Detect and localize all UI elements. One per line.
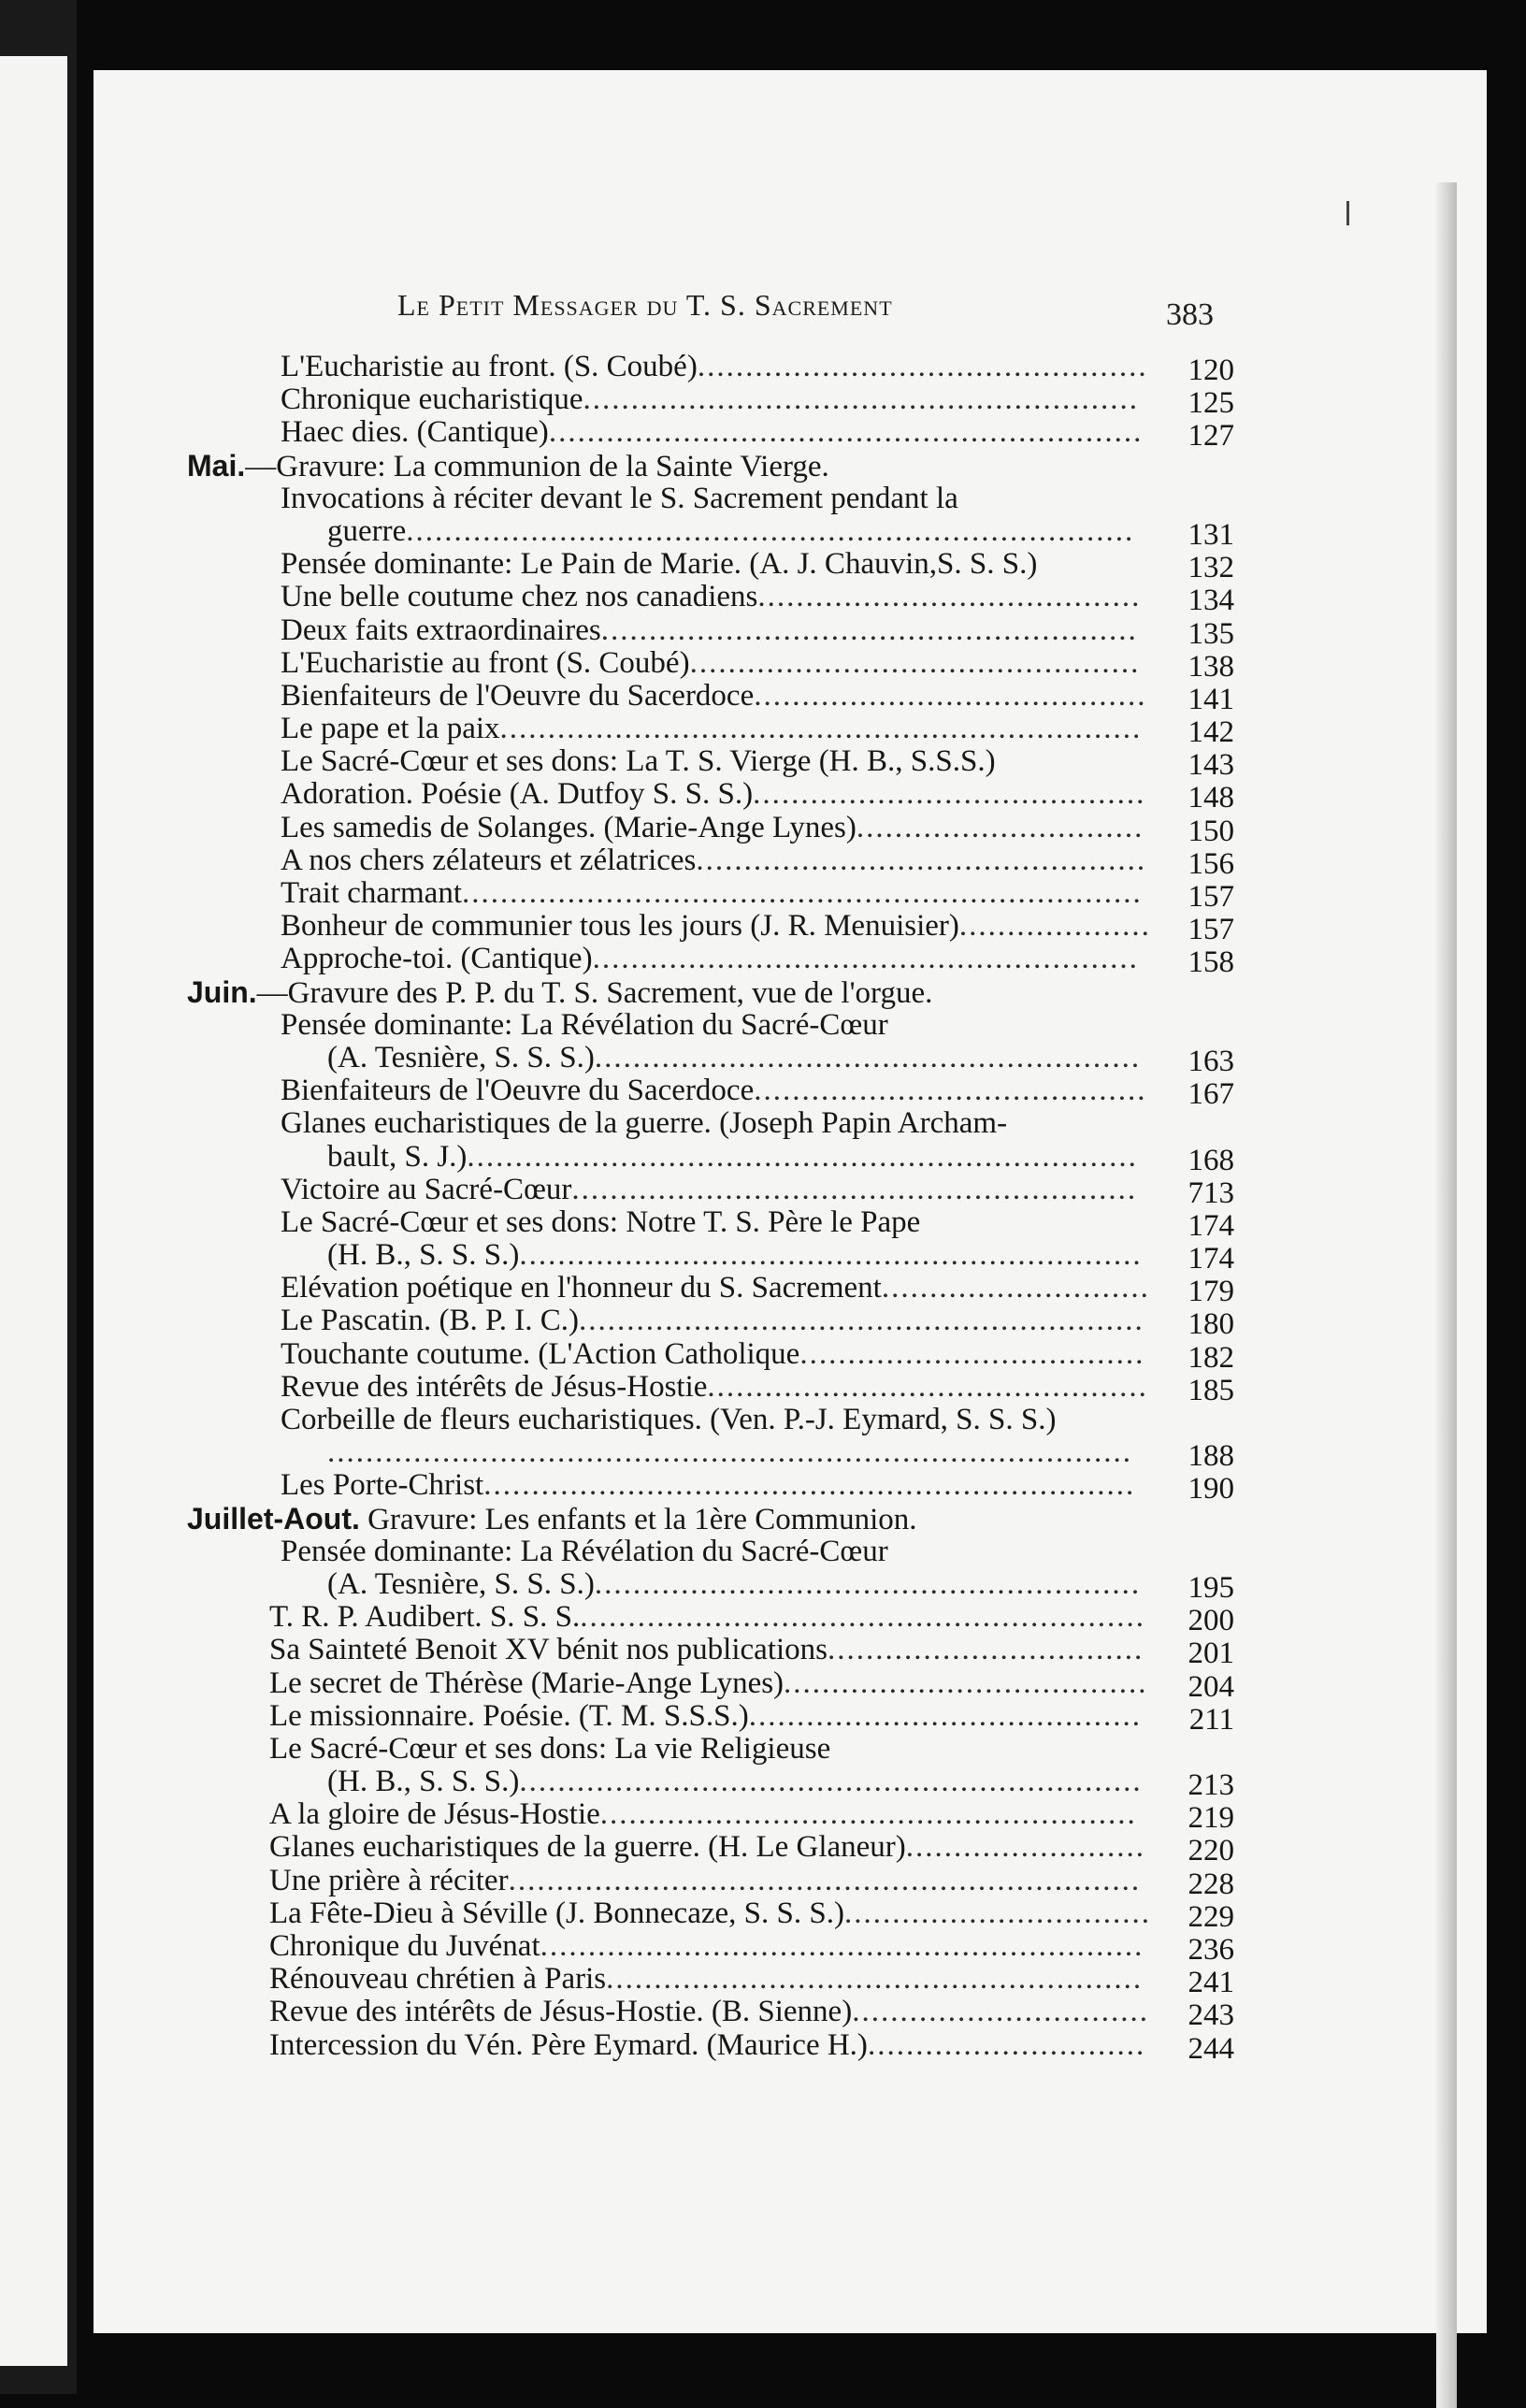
toc-entry-text xyxy=(187,778,753,811)
entry-title: Haec dies. (Cantique) xyxy=(281,415,549,450)
dot-leader: ......................................................... xyxy=(594,1041,1142,1074)
entry-page-number: 167 xyxy=(1188,1077,1234,1112)
toc-entry-text xyxy=(187,1074,754,1107)
toc-entry-row xyxy=(187,1468,1234,1507)
facing-page-strip xyxy=(0,56,67,2366)
entry-title: Chronique eucharistique xyxy=(281,382,583,417)
dot-leader: ......................................... xyxy=(754,1074,1147,1108)
entry-title: Pensée dominante: Le Pain de Marie. (A. J. Chauvin,S. S. S.) xyxy=(281,547,1038,582)
toc-entry-row xyxy=(187,1765,1234,1803)
dot-leader: ....................................................................... xyxy=(462,877,1143,910)
toc-entry-row xyxy=(187,1204,1234,1243)
toc-entry-text xyxy=(187,614,601,647)
entry-page-number: 156 xyxy=(1188,846,1234,881)
toc-entry-row xyxy=(187,1404,1234,1436)
entry-page-number: 200 xyxy=(1188,1604,1234,1638)
entry-title: Deux faits extraordinaires xyxy=(281,613,601,647)
dot-leader: ............................... xyxy=(852,1996,1149,2029)
toc-entry-row xyxy=(187,876,1234,914)
dot-leader: ............................................... xyxy=(697,351,1148,383)
toc-entry-row xyxy=(187,678,1234,716)
dot-leader: ........................................................... xyxy=(571,1173,1138,1206)
entry-page-number: 158 xyxy=(1188,945,1234,980)
toc-entry-row xyxy=(187,382,1234,421)
dot-leader: .......................................................... xyxy=(583,383,1139,417)
toc-entry-text xyxy=(187,515,406,548)
entry-title: Le Sacré-Cœur et ses dons: Notre T. S. Père le Pape xyxy=(281,1204,921,1239)
entry-page-number: 163 xyxy=(1188,1044,1234,1078)
header-title: Le Petit Messager du T. S. Sacrement xyxy=(397,288,893,322)
entry-title: —Gravure des P. P. du T. S. Sacrement, vue de l'orgue. xyxy=(256,975,933,1010)
entry-title: Approche-toi. (Cantique) xyxy=(281,942,593,976)
entry-title: Touchante coutume. (L'Action Catholique xyxy=(281,1336,800,1371)
running-header xyxy=(397,288,1220,323)
toc-entry-text xyxy=(187,450,829,483)
toc-entry-row xyxy=(187,483,1234,515)
toc-entry-text xyxy=(187,1568,595,1601)
entry-page-number: 213 xyxy=(1188,1768,1234,1803)
toc-entry-text xyxy=(187,1667,784,1700)
entry-page-number: 236 xyxy=(1188,1933,1234,1967)
dot-leader: .................................... xyxy=(799,1337,1145,1371)
entry-title: La Fête-Dieu à Séville (J. Bonnecaze, S. S. S.) xyxy=(269,1896,844,1930)
dot-leader: .................... xyxy=(958,910,1151,944)
dot-leader: .............................................................. xyxy=(548,416,1144,450)
entry-page-number: 229 xyxy=(1188,1899,1234,1934)
entry-page-number: 157 xyxy=(1188,880,1234,914)
entry-page-number: 182 xyxy=(1188,1340,1234,1375)
entry-title: Le Pascatin. (B. P. I. C.) xyxy=(281,1304,579,1338)
dot-leader: ......................................... xyxy=(748,1699,1142,1733)
toc-entry-row xyxy=(187,777,1234,815)
entry-page-number: 219 xyxy=(1188,1801,1234,1836)
toc-entry-text xyxy=(187,844,696,877)
toc-entry-row xyxy=(187,1172,1234,1210)
toc-entry-row xyxy=(187,547,1234,585)
toc-entry-text xyxy=(187,647,690,680)
toc-entry-row xyxy=(187,1962,1234,2000)
entry-title: Pensée dominante: La Révélation du Sacré-Cœur xyxy=(281,1534,888,1568)
entry-page-number: 132 xyxy=(1188,551,1234,585)
entry-page-number: 174 xyxy=(1188,1242,1234,1276)
toc-entry-row xyxy=(187,1107,1234,1140)
dot-leader: ........................................................ xyxy=(599,1798,1137,1832)
entry-title: Trait charmant xyxy=(281,876,462,910)
dot-leader: ................................................................... xyxy=(499,713,1143,746)
page-number: 383 xyxy=(1166,297,1214,332)
entry-page-number: 142 xyxy=(1188,715,1234,750)
toc-entry-row xyxy=(187,744,1234,783)
toc-entry-row xyxy=(187,1271,1234,1309)
entry-title: Chronique du Juvénat xyxy=(269,1929,540,1963)
dot-leader: .............................. xyxy=(856,811,1144,844)
dot-leader: ................................................................. xyxy=(519,1766,1143,1799)
entry-page-number: 179 xyxy=(1188,1275,1234,1309)
dot-leader: ......................................................... xyxy=(594,1567,1142,1601)
entry-page-number: 174 xyxy=(1188,1208,1234,1243)
entry-title: A nos chers zélateurs et zélatrices xyxy=(281,843,697,877)
entry-title: Corbeille de fleurs eucharistiques. (Ven. P.-J. Eymard, S. S. S.) xyxy=(281,1403,1057,1436)
toc-entry-text xyxy=(187,1930,540,1963)
entry-page-number: 243 xyxy=(1188,1998,1234,2033)
dot-leader: ........................................ xyxy=(757,581,1142,614)
toc-entry-row xyxy=(187,1797,1234,1836)
toc-entry-row xyxy=(187,1995,1234,2033)
toc-entry-text xyxy=(187,1897,844,1930)
toc-entry-text xyxy=(187,1009,888,1042)
entry-page-number: 201 xyxy=(1188,1637,1234,1671)
dot-leader: ........................................................ xyxy=(600,613,1138,647)
toc-entry-row xyxy=(187,1336,1234,1375)
entry-title: Une belle coutume chez nos canadiens xyxy=(281,580,758,614)
entry-title: Le missionnaire. Poésie. (T. M. S.S.S.) xyxy=(269,1698,749,1733)
entry-title: Les samedis de Solanges. (Marie-Ange Lynes) xyxy=(281,810,857,844)
entry-page-number: 131 xyxy=(1188,517,1234,552)
toc-month-row xyxy=(187,450,1234,483)
entry-title: Adoration. Poésie (A. Dutfoy S. S. S.) xyxy=(281,777,754,812)
toc-entry-text xyxy=(187,1963,606,1996)
entry-title: Une prière à réciter xyxy=(269,1863,509,1897)
toc-entry-row xyxy=(187,1009,1234,1042)
entry-title: L'Eucharistie au front. (S. Coubé) xyxy=(281,350,698,383)
entry-page-number: 120 xyxy=(1188,353,1234,387)
toc-entry-text xyxy=(187,483,958,515)
toc-entry-row xyxy=(187,613,1234,651)
toc-entry-text xyxy=(187,1272,882,1305)
entry-title: Invocations à réciter devant le S. Sacrement pendant la xyxy=(281,481,958,515)
entry-title: Revue des intérêts de Jésus-Hostie xyxy=(281,1369,708,1404)
entry-page-number: 180 xyxy=(1188,1307,1234,1342)
toc-entry-text xyxy=(187,1798,600,1831)
entry-page-number: 168 xyxy=(1188,1143,1234,1177)
toc-entry-text xyxy=(187,383,583,416)
toc-entry-text xyxy=(187,877,462,910)
toc-entry-text xyxy=(187,1996,852,2028)
toc-entry-row xyxy=(187,1929,1234,1967)
entry-page-number: 220 xyxy=(1188,1834,1234,1868)
month-heading: Juillet-Aout. xyxy=(187,1501,360,1536)
entry-title: Bienfaiteurs de l'Oeuvre du Sacerdoce xyxy=(281,1074,755,1108)
dot-leader: ......................... xyxy=(905,1831,1146,1865)
entry-page-number: 148 xyxy=(1188,781,1234,815)
entry-title: Revue des intérêts de Jésus-Hostie. (B. Sienne) xyxy=(269,1995,853,2029)
entry-title: L'Eucharistie au front (S. Coubé) xyxy=(281,645,690,680)
toc-entry-row xyxy=(187,1665,1234,1704)
entry-title: T. R. P. Audibert. S. S. S. xyxy=(269,1600,581,1635)
entry-title: Glanes eucharistiques de la guerre. (H. Le Glaneur) xyxy=(269,1830,906,1865)
entry-page-number: 228 xyxy=(1188,1867,1234,1901)
entry-page-number: 713 xyxy=(1188,1175,1234,1210)
toc-entry-row xyxy=(187,909,1234,947)
toc-entry-text xyxy=(187,2029,868,2062)
entry-page-number: 143 xyxy=(1188,748,1234,783)
entry-page-number: 241 xyxy=(1188,1966,1234,2000)
dot-leader: ............................ xyxy=(881,1272,1150,1305)
toc-entry-row xyxy=(187,1566,1234,1605)
entry-title: Victoire au Sacré-Cœur xyxy=(281,1172,572,1206)
dot-leader: ............................................... xyxy=(696,844,1147,877)
dot-leader: ............................................................................ xyxy=(406,514,1135,548)
entry-title: Bonheur de communier tous les jours (J. R. Menuisier) xyxy=(281,909,959,944)
dot-leader: ......................................................... xyxy=(592,943,1139,976)
toc-entry-text xyxy=(187,1766,519,1798)
entry-title: Sa Sainteté Benoit XV bénit nos publications xyxy=(269,1633,828,1667)
entry-title: Le secret de Thérèse (Marie-Ange Lynes) xyxy=(269,1665,785,1700)
entry-page-number: 157 xyxy=(1188,913,1234,947)
entry-page-number: 127 xyxy=(1188,419,1234,454)
entry-page-number: 134 xyxy=(1188,584,1234,618)
entry-title: Intercession du Vén. Père Eymard. (Maurice H.) xyxy=(269,2027,868,2062)
toc-entry-text xyxy=(187,1141,467,1174)
toc-entry-text xyxy=(187,1601,580,1634)
entry-title: Les Porte-Christ xyxy=(281,1468,484,1503)
dot-leader: ......................................... xyxy=(753,778,1146,812)
month-heading: Juin. xyxy=(187,974,257,1009)
toc-entry-text xyxy=(187,581,757,613)
toc-entry-text xyxy=(187,1503,917,1536)
toc-entry-text xyxy=(187,351,698,383)
toc-entry-row xyxy=(187,712,1234,750)
toc-entry-row xyxy=(187,942,1234,980)
entry-title: Pensée dominante: La Révélation du Sacré-Cœur xyxy=(281,1007,888,1042)
dot-leader: ........................................................ xyxy=(606,1963,1144,1997)
toc-entry-text xyxy=(187,1469,483,1502)
entry-page-number: 185 xyxy=(1188,1373,1234,1407)
entry-page-number: 244 xyxy=(1188,2031,1234,2066)
dot-leader: ........................................................... xyxy=(578,1305,1144,1338)
entry-title: Gravure: Les enfants et la 1ère Communion. xyxy=(359,1502,917,1536)
toc-entry-text xyxy=(187,745,996,778)
entry-title: —Gravure: La communion de la Sainte Vierge. xyxy=(245,449,829,483)
toc-entry-text xyxy=(187,1206,920,1239)
toc-entry-row xyxy=(187,1304,1234,1342)
toc-entry-text xyxy=(187,416,549,449)
month-heading: Mai. xyxy=(187,448,246,483)
toc-entry-text xyxy=(187,1371,707,1404)
toc-entry-row xyxy=(187,1436,1234,1474)
dot-leader: .................................................................... xyxy=(483,1469,1136,1503)
dot-leader: ...................................... xyxy=(784,1666,1148,1700)
toc-entry-row xyxy=(187,1863,1234,1901)
toc-entry-text xyxy=(187,1305,579,1337)
entry-title: (H. B., S. S. S.) xyxy=(327,1238,520,1273)
dot-leader: ............................................... xyxy=(689,646,1141,680)
dot-leader: ......................................... xyxy=(754,679,1147,713)
toc-entry-row xyxy=(187,1633,1234,1671)
entry-title: (A. Tesnière, S. S. S.) xyxy=(327,1566,595,1601)
toc-entry-text xyxy=(187,1404,1056,1436)
toc-entry-text xyxy=(187,1338,799,1371)
toc-entry-text xyxy=(187,976,932,1010)
toc-entry-text xyxy=(187,1174,571,1206)
dot-leader: .................................................................................... xyxy=(327,1436,1132,1470)
dot-leader: ............................. xyxy=(867,2028,1146,2062)
toc-entry-row xyxy=(187,843,1234,881)
toc-entry-row xyxy=(187,645,1234,684)
toc-month-row xyxy=(187,1503,1234,1536)
toc-entry-row xyxy=(187,1536,1234,1568)
toc-entry-text xyxy=(187,1634,828,1666)
entry-page-number: 125 xyxy=(1188,386,1234,421)
toc-entry-row xyxy=(187,1896,1234,1934)
toc-entry-text xyxy=(187,1865,509,1897)
dot-leader: ................................ xyxy=(843,1896,1151,1930)
entry-page-number: 190 xyxy=(1188,1472,1234,1507)
toc-entry-row xyxy=(187,1830,1234,1868)
toc-entry-row xyxy=(187,580,1234,618)
toc-entry-text xyxy=(187,910,959,943)
toc-entry-row xyxy=(187,1733,1234,1766)
toc-entry-row xyxy=(187,1698,1234,1737)
toc-entry-text xyxy=(187,1733,830,1766)
toc-entry-row xyxy=(187,1074,1234,1112)
entry-title: bault, S. J.) xyxy=(327,1139,468,1174)
toc-entry-text xyxy=(187,1239,519,1272)
entry-page-number: 211 xyxy=(1188,1702,1234,1737)
toc-month-row xyxy=(187,976,1234,1009)
toc-entry-text xyxy=(187,1107,1007,1140)
entry-title: Le pape et la paix xyxy=(281,712,500,746)
toc-entry-text xyxy=(187,1536,888,1568)
toc-entry-text xyxy=(187,680,754,713)
entry-page-number: 138 xyxy=(1188,649,1234,684)
toc-entry-row xyxy=(187,513,1234,552)
dot-leader: ............................................................... xyxy=(540,1930,1144,1963)
toc-entry-text xyxy=(187,943,593,975)
toc-entry-text xyxy=(187,1700,749,1733)
table-of-contents xyxy=(187,350,1234,2066)
toc-entry-text xyxy=(187,548,1037,581)
entry-page-number: 141 xyxy=(1188,682,1234,716)
entry-title: A la gloire de Jésus-Hostie xyxy=(269,1797,600,1832)
toc-entry-row xyxy=(187,1040,1234,1078)
toc-entry-row xyxy=(187,1600,1234,1638)
entry-page-number: 195 xyxy=(1188,1570,1234,1605)
entry-page-number: 150 xyxy=(1188,814,1234,848)
entry-page-number: 188 xyxy=(1188,1439,1234,1474)
entry-title: Elévation poétique en l'honneur du S. Sacrement xyxy=(281,1271,882,1305)
entry-title: guerre xyxy=(327,513,407,548)
entry-title: Rénouveau chrétien à Paris xyxy=(269,1962,607,1997)
dot-leader: ........................................................... xyxy=(580,1601,1145,1635)
toc-entry-row xyxy=(187,810,1234,848)
toc-entry-text xyxy=(187,812,857,844)
dot-leader: ...................................................................... xyxy=(467,1140,1138,1174)
entry-title: Le Sacré-Cœur et ses dons: La vie Religieuse xyxy=(269,1731,831,1766)
dot-leader: .................................................................. xyxy=(508,1864,1142,1897)
entry-title: (H. B., S. S. S.) xyxy=(327,1765,520,1799)
entry-title: (A. Tesnière, S. S. S.) xyxy=(327,1040,595,1074)
dot-leader: ................................................................. xyxy=(519,1239,1143,1273)
margin-mark xyxy=(1346,201,1349,225)
toc-entry-text xyxy=(187,1831,906,1864)
toc-entry-row xyxy=(187,350,1234,387)
entry-title: Glanes eucharistiques de la guerre. (Joseph Papin Archam- xyxy=(281,1106,1008,1141)
toc-entry-text xyxy=(187,1042,595,1074)
toc-entry-row xyxy=(187,1238,1234,1276)
entry-page-number: 204 xyxy=(1188,1669,1234,1704)
entry-title: Le Sacré-Cœur et ses dons: La T. S. Vierge (H. B., S.S.S.) xyxy=(281,744,996,779)
toc-entry-row xyxy=(187,1139,1234,1177)
toc-entry-row xyxy=(187,415,1234,454)
toc-entry-row xyxy=(187,1369,1234,1407)
dot-leader: ................................. xyxy=(828,1634,1144,1667)
page-edge-shadow xyxy=(1436,182,1457,2408)
toc-entry-text xyxy=(187,713,500,745)
entry-page-number: 135 xyxy=(1188,616,1234,651)
toc-entry-row xyxy=(187,2027,1234,2066)
dot-leader: .............................................. xyxy=(707,1370,1148,1404)
entry-title: Bienfaiteurs de l'Oeuvre du Sacerdoce xyxy=(281,678,755,713)
